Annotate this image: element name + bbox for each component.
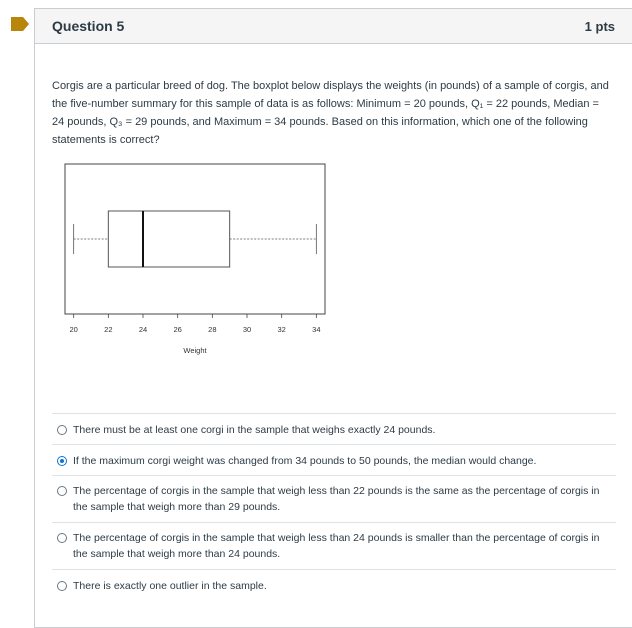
boxplot-chart <box>60 163 330 361</box>
answer-option[interactable] <box>52 444 616 475</box>
question-points: 1 pts <box>584 18 615 34</box>
question-card <box>34 8 632 628</box>
answer-label: There is exactly one outlier in the sample. <box>73 580 267 592</box>
bookmark-flag-icon[interactable] <box>11 17 29 31</box>
x-axis-label: Weight <box>183 346 207 355</box>
x-tick-label: 26 <box>173 325 182 334</box>
x-tick-label: 32 <box>277 325 286 334</box>
radio-unselected[interactable] <box>57 581 67 591</box>
radio-selected[interactable] <box>57 456 67 466</box>
x-tick-label: 20 <box>69 325 78 334</box>
answer-option[interactable] <box>52 475 616 522</box>
answer-label: The percentage of corgis in the sample that weigh less than 22 pounds is the same as the percentage of corgis in the sample that weigh more than 29 pounds. <box>73 485 600 513</box>
x-tick-label: 34 <box>312 325 321 334</box>
radio-unselected[interactable] <box>57 533 67 543</box>
question-header <box>35 9 632 44</box>
iqr-box <box>108 211 229 267</box>
answer-list <box>52 413 616 600</box>
radio-unselected[interactable] <box>57 486 67 496</box>
answer-option[interactable] <box>52 569 616 600</box>
x-tick-label: 28 <box>208 325 217 334</box>
answer-label: The percentage of corgis in the sample that weigh less than 24 pounds is smaller than the percentage of corgis in the sample that weigh more than 24 pounds. <box>73 532 600 560</box>
radio-unselected[interactable] <box>57 425 67 435</box>
x-tick-label: 22 <box>104 325 113 334</box>
answer-option[interactable] <box>52 522 616 569</box>
question-title: Question 5 <box>52 18 125 34</box>
x-tick-label: 30 <box>242 325 252 334</box>
answer-label: If the maximum corgi weight was changed from 34 pounds to 50 pounds, the median would change. <box>73 455 537 467</box>
x-tick-label: 24 <box>138 325 148 334</box>
answer-label: There must be at least one corgi in the sample that weighs exactly 24 pounds. <box>73 424 436 436</box>
answer-option[interactable] <box>52 413 616 444</box>
question-text: Corgis are a particular breed of dog. The boxplot below displays the weights (in pounds) of a sample of corgis, and the five-number summary for this sample of data is as follows: Minimum = 20 pounds, Q₁ = 22 pounds, Median = 24 pounds, Q₃ = 29 pounds, and Maximum = 34 pounds. Based on this information, which one of the following statements is correct? <box>52 80 609 146</box>
